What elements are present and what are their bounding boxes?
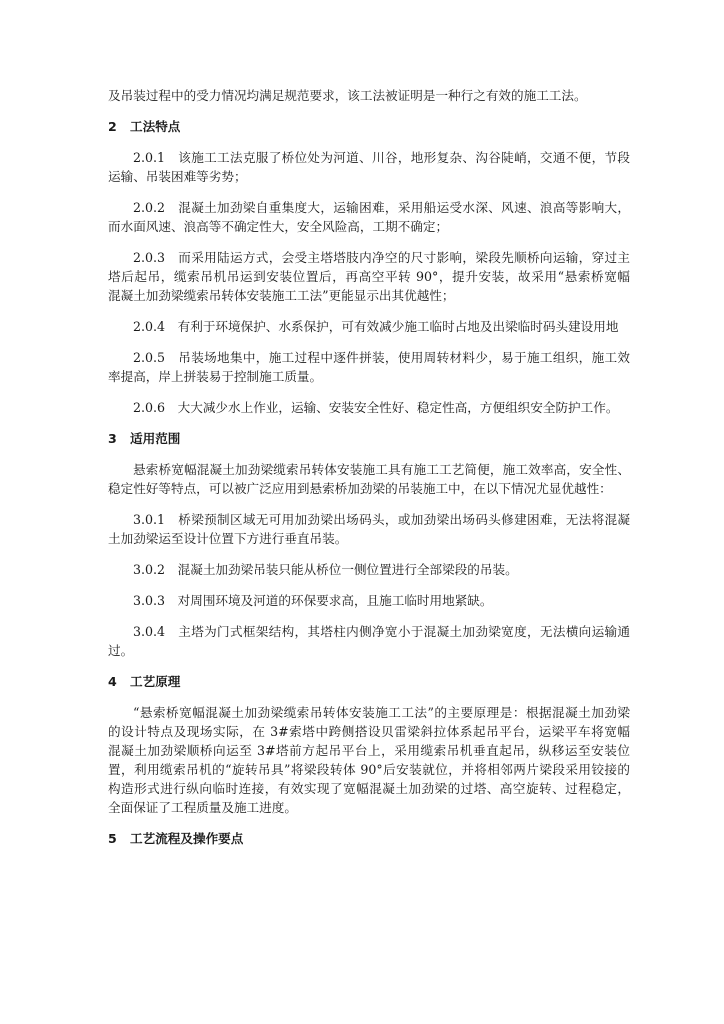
section-title: 适用范围: [130, 431, 181, 446]
text-line: 3.0.2 混凝土加劲梁吊装只能从桥位一侧位置进行全部梁段的吊装。: [133, 562, 518, 577]
text-line: 3.0.4 主塔为门式框架结构，其塔柱内侧净宽小于混凝土加劲梁宽度，无法横向运输通: [133, 624, 630, 639]
text-line: 运输、吊装困难等劣势；: [108, 169, 247, 184]
section-number: 4: [108, 674, 117, 689]
text-line: “悬索桥宽幅混凝土加劲梁缆索吊转体安装施工工法”的主要原理是：根据混凝土加劲梁: [133, 705, 630, 720]
text-line: 混凝土加劲梁顺桥向运至 3#塔前方起吊平台上，采用缆索吊机垂直起吊，纵移运至安装位: [108, 743, 630, 758]
text-line: 2.0.6 大大减少水上作业，运输、安装安全性好、稳定性高，方便组织安全防护工作。: [133, 400, 619, 415]
section-3-heading: [108, 429, 630, 448]
item-3-0-1: [108, 510, 630, 548]
document-page: [108, 86, 630, 860]
intro-paragraph: [108, 86, 630, 105]
section-number: 2: [108, 119, 117, 134]
text-line: 混凝土加劲梁缆索吊转体安装施工工法”更能显示出其优越性；: [108, 288, 455, 303]
item-2-0-3: [108, 248, 630, 305]
section-4-body: [108, 703, 630, 817]
item-3-0-2: [108, 560, 630, 579]
section-title: 工艺原理: [130, 674, 181, 689]
section-4-heading: [108, 672, 630, 691]
text-line: 2.0.2 混凝土加劲梁自重集度大，运输困难，采用船运受水深、风速、浪高等影响大，: [133, 200, 630, 215]
text-line: 土加劲梁运至设计位置下方进行垂直吊装。: [108, 531, 348, 546]
text-line: 及吊装过程中的受力情况均满足规范要求，该工法被证明是一种行之有效的施工工法。: [108, 88, 587, 103]
item-3-0-3: [108, 591, 630, 610]
text-line: 置，利用缆索吊机的“旋转吊具”将梁段转体 90°后安装就位，并将相邻两片梁段采用铰接的: [108, 762, 630, 777]
text-line: 2.0.3 而采用陆运方式，会受主塔塔肢内净空的尺寸影响，梁段先顺桥向运输，穿过主: [133, 250, 630, 265]
section-5-heading: [108, 829, 630, 848]
text-line: 2.0.5 吊装场地集中，施工过程中逐件拼装，使用周转材料少，易于施工组织，施工效: [133, 350, 630, 365]
section-2-heading: [108, 117, 630, 136]
item-2-0-6: [108, 398, 630, 417]
text-line: 3.0.3 对周围环境及河道的环保要求高，且施工临时用地紧缺。: [133, 593, 493, 608]
text-line: 塔后起吊，缆索吊机吊运到安装位置后，再高空平转 90°，提升安装，故采用“悬索桥宽幅: [108, 269, 630, 284]
text-line: 2.0.4 有利于环境保护、水系保护，可有效减少施工临时占地及出梁临时码头建设用地: [133, 319, 619, 334]
item-2-0-4: [108, 317, 630, 336]
text-line: 3.0.1 桥梁预制区域无可用加劲梁出场码头，或加劲梁出场码头修建困难，无法将混凝: [133, 512, 630, 527]
section-number: 5: [108, 831, 117, 846]
section-number: 3: [108, 431, 117, 446]
text-line: 而水面风速、浪高等不确定性大，安全风险高，工期不确定；: [108, 219, 449, 234]
text-line: 率提高，岸上拼装易于控制施工质量。: [108, 369, 323, 384]
text-line: 过。: [108, 643, 134, 658]
item-3-0-4: [108, 622, 630, 660]
item-2-0-5: [108, 348, 630, 386]
text-line: 悬索桥宽幅混凝土加劲梁缆索吊转体安装施工具有施工工艺简便，施工效率高，安全性、: [133, 462, 630, 477]
text-line: 全面保证了工程质量及施工进度。: [108, 800, 297, 815]
section-title: 工法特点: [130, 119, 181, 134]
section-3-intro: [108, 460, 630, 498]
item-2-0-2: [108, 198, 630, 236]
section-title: 工艺流程及操作要点: [130, 831, 244, 846]
text-line: 的设计特点及现场实际，在 3#索塔中跨侧搭设贝雷梁斜拉体系起吊平台，运梁平车将宽幅: [108, 724, 630, 739]
text-line: 稳定性好等特点，可以被广泛应用到悬索桥加劲梁的吊装施工中，在以下情况尤显优越性：: [108, 481, 612, 496]
text-line: 构造形式进行纵向临时连接，有效实现了宽幅混凝土加劲梁的过塔、高空旋转、过程稳定，: [108, 781, 630, 796]
item-2-0-1: [108, 148, 630, 186]
text-line: 2.0.1 该施工工法克服了桥位处为河道、川谷，地形复杂、沟谷陡峭，交通不便，节段: [133, 150, 630, 165]
